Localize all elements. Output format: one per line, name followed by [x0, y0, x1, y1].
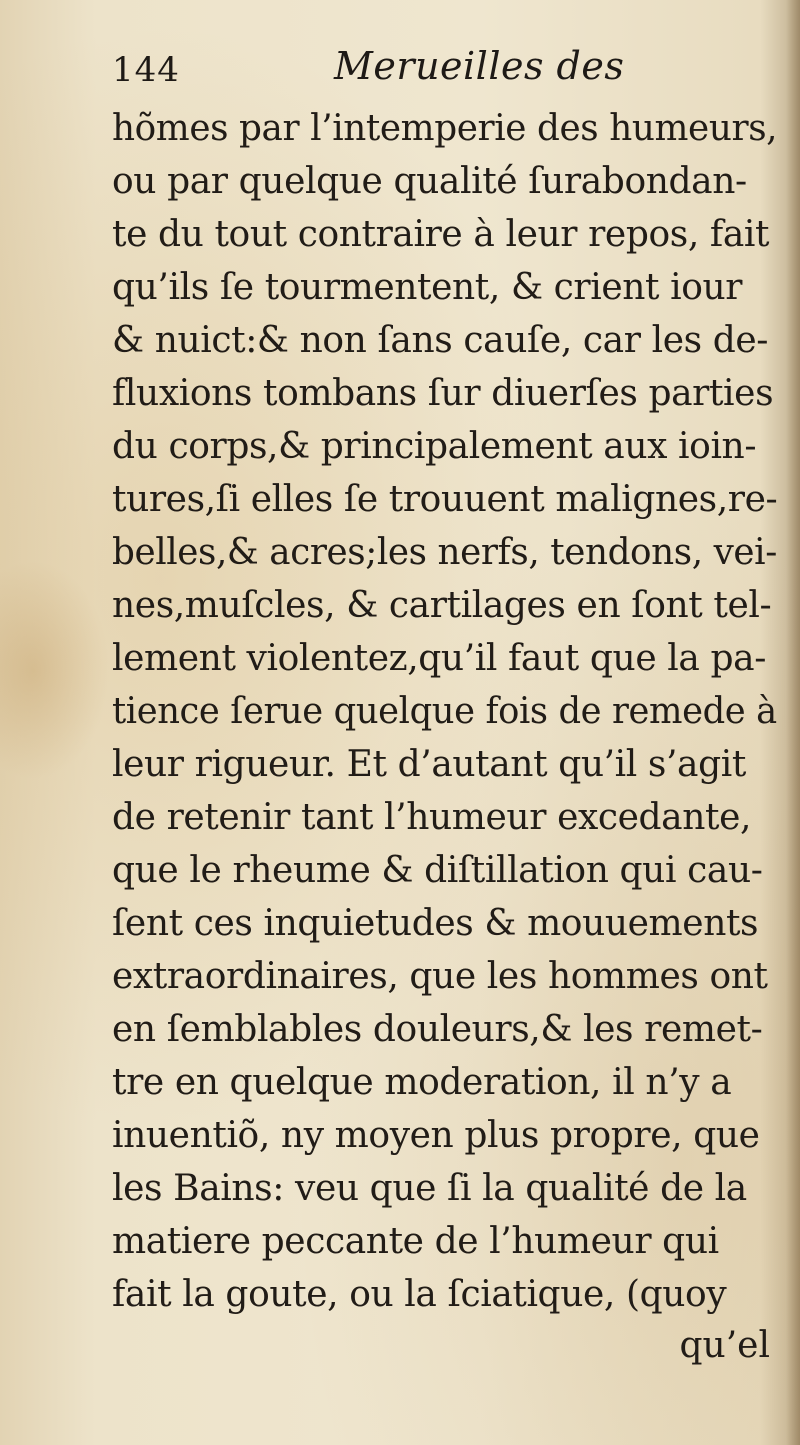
text-line: & nuict:& non ſans cauſe, car les de- — [112, 320, 769, 361]
text-line: matiere peccante de l’humeur qui — [112, 1221, 719, 1262]
text-line: ou par quelque qualité ſurabondan- — [112, 161, 747, 202]
text-line: extraordinaires, que les hommes ont — [112, 956, 768, 997]
text-line: tience ſerue quelque fois de remede à — [112, 691, 777, 732]
body-text — [112, 102, 777, 1321]
text-line: ſent ces inquietudes & mouuements — [112, 903, 759, 944]
text-line: te du tout contraire à leur repos, fait — [112, 214, 770, 255]
page-header — [112, 44, 772, 104]
text-line: tre en quelque moderation, il n’y a — [112, 1062, 732, 1103]
text-line: hõmes par l’intemperie des humeurs, — [112, 108, 778, 149]
paper-stain — [0, 560, 110, 780]
text-line: belles,& acres;les nerfs, tendons, vei- — [112, 532, 777, 573]
text-line: lement violentez,qu’il faut que la pa- — [112, 638, 766, 679]
text-line: inuentiõ, ny moyen plus propre, que — [112, 1115, 760, 1156]
spine-shadow — [786, 0, 800, 1445]
running-head: Merueilles des — [334, 44, 625, 88]
text-line: leur rigueur. Et d’autant qu’il s’agit — [112, 744, 746, 785]
text-line: nes,muſcles, & cartilages en ſont tel- — [112, 585, 772, 626]
text-line: tures,ſi elles ſe trouuent malignes,re- — [112, 479, 778, 520]
text-line: de retenir tant l’humeur excedante, — [112, 797, 752, 838]
text-line: fait la goute, ou la ſciatique, (quoy — [112, 1274, 727, 1315]
page-number: 144 — [112, 50, 180, 90]
text-line: les Bains: veu que ſi la qualité de la — [112, 1168, 747, 1209]
text-line: en ſemblables douleurs,& les remet- — [112, 1009, 763, 1050]
catchword: qu’el — [679, 1325, 770, 1366]
text-line: qu’ils ſe tourmentent, & crient iour — [112, 267, 743, 308]
text-line: que le rheume & diſtillation qui cau- — [112, 850, 763, 891]
text-line: du corps,& principalement aux ioin- — [112, 426, 757, 467]
text-line: fluxions tombans ſur diuerſes parties — [112, 373, 774, 414]
